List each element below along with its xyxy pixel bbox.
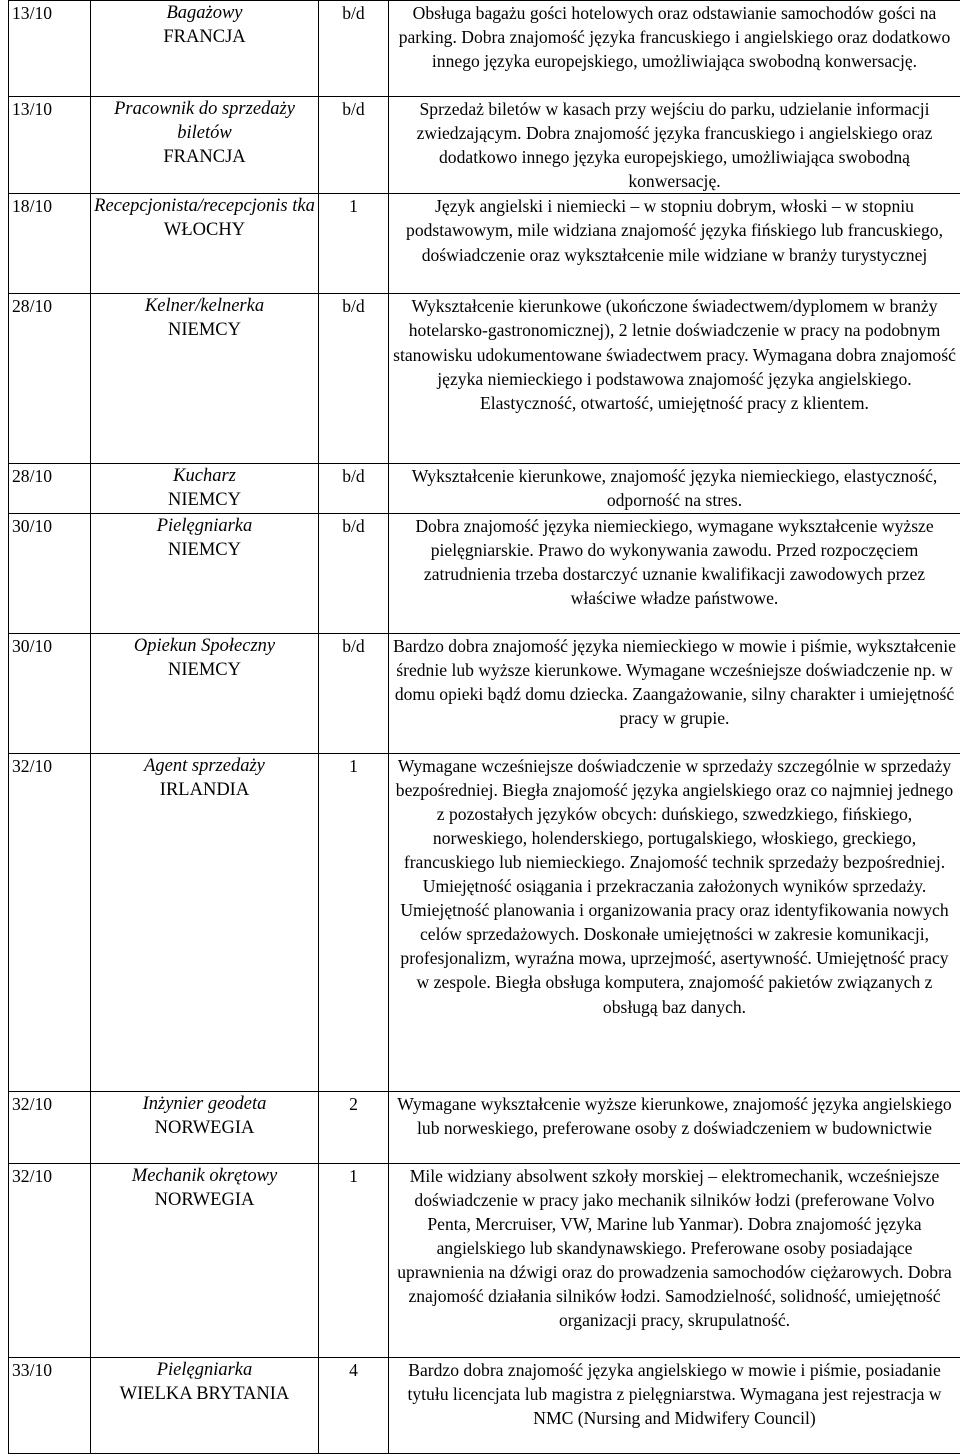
offer-position: Pielęgniarka [94,514,315,538]
offer-position-cell [91,753,319,1091]
offer-position-cell [91,294,319,464]
table-row [9,513,960,633]
offer-position: Kucharz [94,464,315,488]
offer-requirements: Wykształcenie kierunkowe, znajomość języka niemieckiego, elastyczność, odporność na stres. [389,464,960,513]
offer-count: 1 [319,194,389,294]
offer-date: 33/10 [9,1357,91,1453]
offer-position: Inżynier geodeta [94,1092,315,1116]
offer-position: Agent sprzedaży [94,754,315,778]
offer-date: 32/10 [9,753,91,1091]
table-row [9,1091,960,1163]
offer-position-cell [91,97,319,194]
offer-count: b/d [319,294,389,464]
table-row [9,294,960,464]
offer-count: b/d [319,97,389,194]
offer-position-cell [91,513,319,633]
offer-count: b/d [319,464,389,513]
offer-requirements: Wymagane wykształcenie wyższe kierunkowe, znajomość języka angielskiego lub norweskiego, preferowane osoby z doświadczeniem w budownictwie [389,1091,960,1163]
offer-position-cell [91,1163,319,1357]
offer-position-cell [91,1357,319,1453]
offer-country: WŁOCHY [94,218,315,242]
offer-country: NIEMCY [94,658,315,682]
offer-position: Pielęgniarka [94,1358,315,1382]
offer-date: 30/10 [9,513,91,633]
offer-requirements: Wymagane wcześniejsze doświadczenie w sprzedaży szczególnie w sprzedaży bezpośredniej. Biegła znajomość języka angielskiego oraz co najmniej jednego z pozostałych języków obcych: duńskiego, szwedzkiego, fińskiego, norweskiego, holenderskiego, portugalskiego, włoskiego, greckiego, francuskiego lub niemieckiego. Znajomość technik sprzedaży bezpośredniej. Umiejętność osiągania i przekraczania założonych wyników sprzedaży. Umiejętność planowania i organizowania pracy oraz identyfikowania nowych celów sprzedażowych. Doskonałe umiejętności w zakresie komunikacji, profesjonalizm, wyraźna mowa, uprzejmość, asertywność. Umiejętność pracy w zespole. Biegła obsługa komputera, znajomość pakietów związanych z obsługą baz danych. [389,753,960,1091]
offer-country: NIEMCY [94,538,315,562]
offer-position-cell [91,464,319,513]
offer-count: b/d [319,513,389,633]
offer-date: 28/10 [9,294,91,464]
offer-date: 18/10 [9,194,91,294]
offer-date: 32/10 [9,1091,91,1163]
offer-position-cell [91,1,319,97]
table-row [9,1357,960,1453]
table-row [9,194,960,294]
offer-position: Mechanik okrętowy [94,1164,315,1188]
offer-requirements: Język angielski i niemiecki – w stopniu dobrym, włoski – w stopniu podstawowym, mile widziana znajomość języka fińskiego lub francuskiego, doświadczenie oraz wykształcenie mile widziane w branży turystycznej [389,194,960,294]
table-row [9,1163,960,1357]
offer-position: Bagażowy [94,1,315,25]
offer-position: Kelner/kelnerka [94,294,315,318]
offer-position: Opiekun Społeczny [94,634,315,658]
offer-count: 2 [319,1091,389,1163]
offer-country: NORWEGIA [94,1188,315,1212]
offer-position: Recepcjonista/recepcjonis tka [94,194,315,218]
offer-requirements: Wykształcenie kierunkowe (ukończone świadectwem/dyplomem w branży hotelarsko-gastronomicznej), 2 letnie doświadczenie w pracy na podobnym stanowisku udokumentowane świadectwem pracy. Wymagana dobra znajomość języka niemieckiego i podstawowa znajomość języka angielskiego. Elastyczność, otwartość, umiejętność pracy z klientem. [389,294,960,464]
offer-requirements: Bardzo dobra znajomość języka angielskiego w mowie i piśmie, posiadanie tytułu licencjata lub magistra z pielęgniarstwa. Wymagana jest rejestracja w NMC (Nursing and Midwifery Council) [389,1357,960,1453]
offer-count: b/d [319,633,389,753]
offer-position-cell [91,633,319,753]
offer-country: NORWEGIA [94,1116,315,1140]
offer-country: NIEMCY [94,488,315,512]
offer-requirements: Dobra znajomość języka niemieckiego, wymagane wykształcenie wyższe pielęgniarskie. Prawo do wykonywania zawodu. Przed rozpoczęciem zatrudnienia trzeba dostarczyć uznanie kwalifikacji zawodowych przez właściwe władze państwowe. [389,513,960,633]
offer-requirements: Sprzedaż biletów w kasach przy wejściu do parku, udzielanie informacji zwiedzającym. Dobra znajomość języka francuskiego i angielskiego oraz dodatkowo innego języka europejskiego, umożliwiająca swobodną konwersację. [389,97,960,194]
offer-requirements: Bardzo dobra znajomość języka niemieckiego w mowie i piśmie, wykształcenie średnie lub wyższe kierunkowe. Wymagane wcześniejsze doświadczenie np. w domu opieki bądź domu dziecka. Zaangażowanie, silny charakter i umiejętność pracy w grupie. [389,633,960,753]
offer-position-cell [91,194,319,294]
offer-country: IRLANDIA [94,778,315,802]
job-offers-body [9,1,960,1454]
offer-position-cell [91,1091,319,1163]
table-row [9,464,960,513]
offer-date: 13/10 [9,1,91,97]
job-offers-table [8,0,960,1454]
offer-count: b/d [319,1,389,97]
offer-count: 1 [319,1163,389,1357]
offer-country: FRANCJA [94,25,315,49]
offer-country: FRANCJA [94,145,315,169]
offer-date: 30/10 [9,633,91,753]
table-row [9,633,960,753]
offer-count: 4 [319,1357,389,1453]
offer-count: 1 [319,753,389,1091]
offer-position: Pracownik do sprzedaży biletów [94,97,315,145]
offer-country: WIELKA BRYTANIA [94,1382,315,1406]
offer-country: NIEMCY [94,318,315,342]
table-row [9,753,960,1091]
table-row [9,97,960,194]
offer-requirements: Obsługa bagażu gości hotelowych oraz odstawianie samochodów gości na parking. Dobra znajomość języka francuskiego i angielskiego oraz dodatkowo innego języka europejskiego, umożliwiająca swobodną konwersację. [389,1,960,97]
offer-date: 13/10 [9,97,91,194]
offer-date: 32/10 [9,1163,91,1357]
table-row [9,1,960,97]
offer-requirements: Mile widziany absolwent szkoły morskiej – elektromechanik, wcześniejsze doświadczenie w pracy jako mechanik silników łodzi (preferowane Volvo Penta, Mercruiser, VW, Marine lub Yanmar). Dobra znajomość języka angielskiego lub skandynawskiego. Preferowane osoby posiadające uprawnienia na dźwigi oraz do prowadzenia samochodów ciężarowych. Dobra znajomość działania silników łodzi. Samodzielność, solidność, umiejętność organizacji pracy, skrupulatność. [389,1163,960,1357]
offer-date: 28/10 [9,464,91,513]
